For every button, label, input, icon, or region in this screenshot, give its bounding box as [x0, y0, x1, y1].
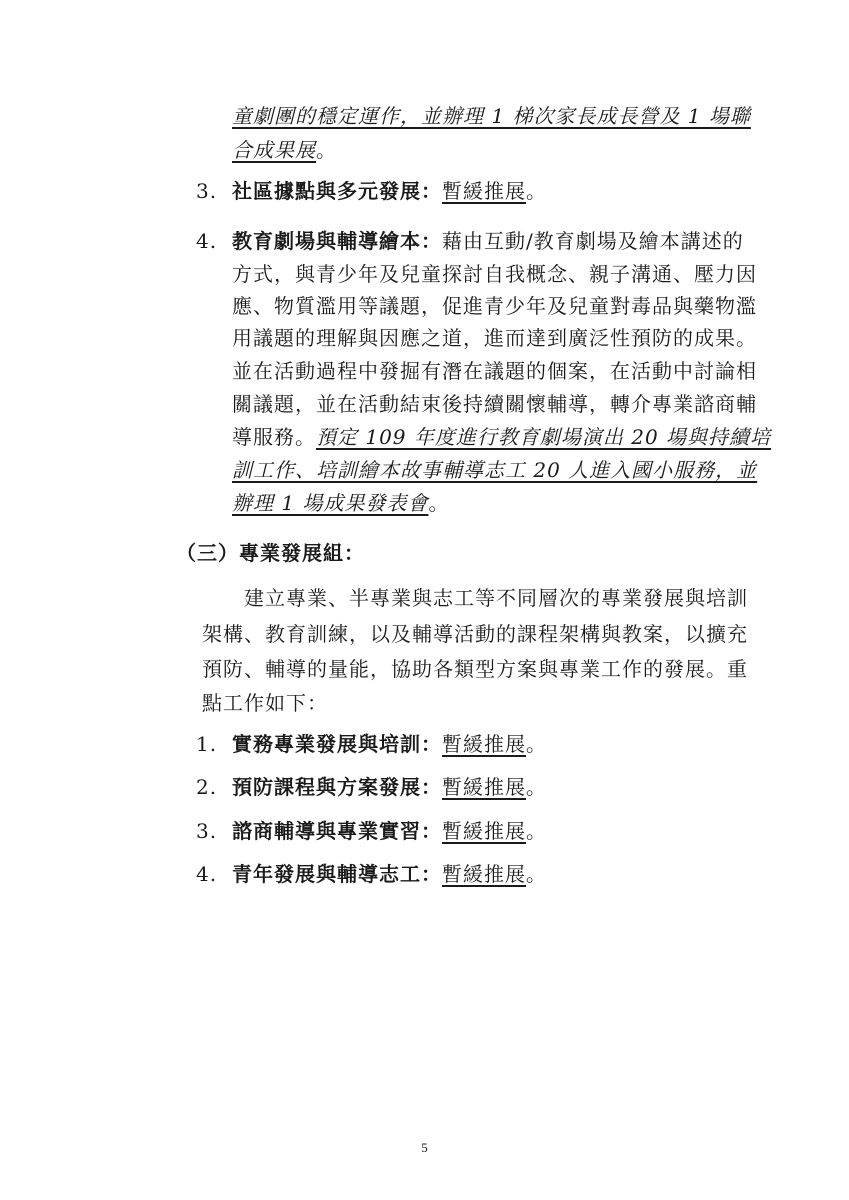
s3-item3-status: 暫緩推展: [442, 819, 526, 843]
item4-plan-1: 預定 109 年度進行教育劇場演出 20 場與持續培: [316, 425, 772, 449]
s3-item2-number: 2.: [196, 775, 218, 799]
item4-line-5: 並在活動過程中發掘有潛在議題的個案，在活動中討論相: [232, 359, 757, 383]
s3-item4-title: 青年發展與輔導志工：: [232, 862, 442, 886]
s3-item4-number: 4.: [196, 862, 218, 886]
item4-end: 。: [428, 491, 450, 515]
item4-number: 4.: [196, 229, 218, 253]
s3-item2-status: 暫緩推展: [442, 775, 526, 799]
item3-line: [232, 178, 547, 204]
item3-end: 。: [526, 179, 547, 203]
s3-item3-number: 3.: [196, 819, 218, 843]
item4-line-7: [232, 424, 771, 450]
s3-item1-end: 。: [526, 732, 547, 756]
s3-item2-end: 。: [526, 775, 547, 799]
item4-line-1-rest: 藉由互動/教育劇場及繪本講述的: [442, 229, 744, 253]
item3-status: 暫緩推展: [442, 179, 526, 203]
page-number: 5: [421, 1140, 428, 1155]
item4-plan-3: 辦理 1 場成果發表會: [232, 491, 429, 515]
s3-item1-title: 實務專業發展與培訓：: [232, 732, 442, 756]
item4-title: 教育劇場與輔導繪本：: [232, 229, 442, 253]
section3-heading: （三）專業發展組：: [176, 541, 365, 565]
s3-item2-line: [232, 774, 547, 800]
item4-line-4: 用議題的理解與因應之道，進而達到廣泛性預防的成果。: [232, 326, 757, 350]
s3-item1-status: 暫緩推展: [442, 732, 526, 756]
item4-line-1: [232, 228, 744, 254]
section3-para-line-4: 點工作如下：: [202, 691, 328, 715]
continued-line-2-text: 合成果展: [232, 138, 316, 162]
section3-para-line-3: 預防、輔導的量能，協助各類型方案與專業工作的發展。重: [202, 657, 748, 681]
item4-plan-2: 訓工作、培訓繪本故事輔導志工 20 人進入國小服務，並: [232, 458, 758, 482]
s3-item4-line: [232, 861, 547, 887]
s3-item4-end: 。: [526, 862, 547, 886]
continued-line-2-end: 。: [316, 138, 337, 162]
item4-line-3: 應、物質濫用等議題，促進青少年及兒童對毒品與藥物濫: [232, 294, 757, 318]
item4-line-6: 關議題，並在活動結束後持續關懷輔導，轉介專業諮商輔: [232, 392, 757, 416]
section3-para-line-2: 架構、教育訓練，以及輔導活動的課程架構與教案，以擴充: [202, 622, 748, 646]
s3-item1-number: 1.: [196, 732, 218, 756]
s3-item3-title: 諮商輔導與專業實習：: [232, 819, 442, 843]
item4-line-7-plain: 導服務。: [232, 425, 316, 449]
item3-title: 社區據點與多元發展：: [232, 179, 442, 203]
s3-item3-end: 。: [526, 819, 547, 843]
s3-item2-title: 預防課程與方案發展：: [232, 775, 442, 799]
continued-line-2: [232, 137, 337, 163]
s3-item3-line: [232, 818, 547, 844]
continued-line-1: 童劇團的穩定運作，並辦理 1 梯次家長成長營及 1 場聯: [232, 104, 751, 128]
item4-line-2: 方式，與青少年及兒童探討自我概念、親子溝通、壓力因: [232, 262, 757, 286]
s3-item4-status: 暫緩推展: [442, 862, 526, 886]
section3-para-line-1: 建立專業、半專業與志工等不同層次的專業發展與培訓: [244, 586, 748, 610]
item4-line-9: [232, 490, 449, 516]
s3-item1-line: [232, 731, 547, 757]
item3-number: 3.: [196, 179, 218, 203]
